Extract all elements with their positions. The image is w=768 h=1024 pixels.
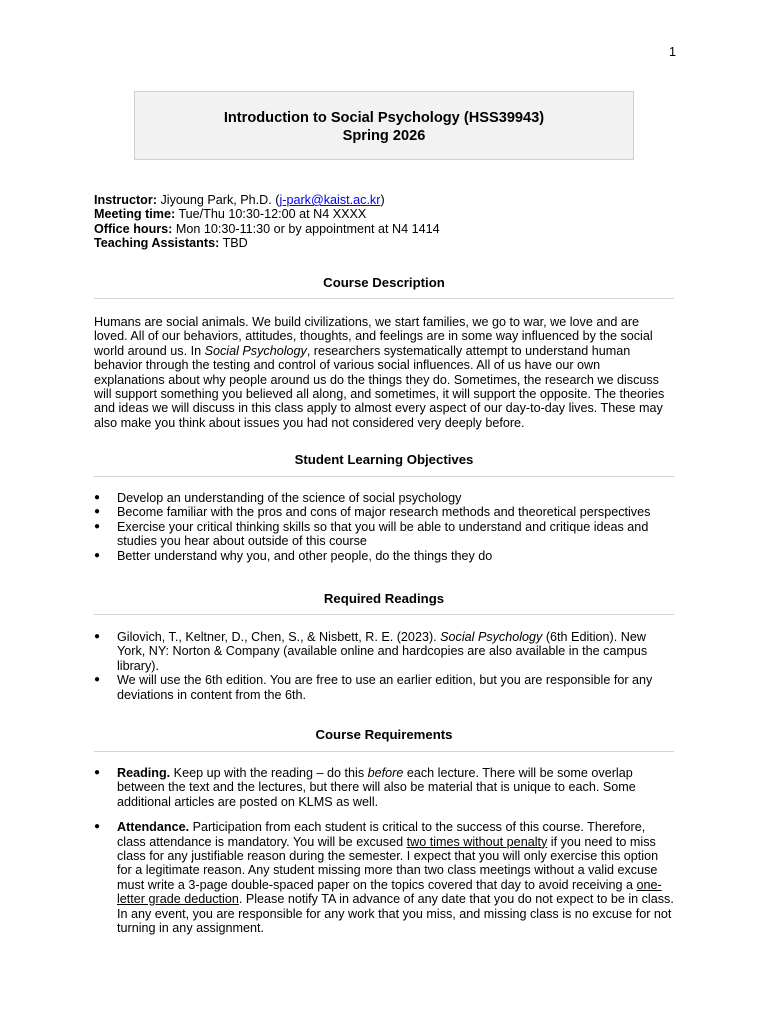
- bullet-icon: ●: [94, 492, 101, 503]
- office-hours-label: Office hours:: [94, 221, 173, 236]
- reading-emphasis: before: [367, 766, 404, 780]
- bullet-icon: ●: [94, 821, 101, 833]
- list-item-text: We will use the 6th edition. You are free to use an earlier edition, but you are responsible for any deviations in content from the 6th.: [117, 673, 653, 702]
- section-divider: [94, 751, 674, 752]
- page-number: 1: [668, 45, 676, 59]
- list-item-text: Better understand why you, and other people, do the things they do: [117, 548, 493, 563]
- bullet-icon: ●: [94, 549, 101, 561]
- reading-label: Reading.: [117, 766, 171, 780]
- attendance-text: . Please notify TA in advance of any date that you do not expect to be in class. In any event, you are responsible for any work that you miss, and missing class is no excuse for not turning in any assignment.: [117, 892, 674, 936]
- list-item: [94, 505, 674, 519]
- reading-text: each lecture. There will be some overlap between the text and the lectures, but there will also be material that is unique to each. Some additional articles are posted on KLMS as well.: [117, 766, 636, 809]
- bullet-icon: ●: [94, 520, 101, 532]
- description-emphasis: Social Psychology: [204, 343, 307, 358]
- course-term: Spring 2026: [342, 127, 426, 144]
- reading-citation: (6th Edition). New York, NY: Norton & Company (available online and hardcopies are also available in the campus library).: [117, 630, 648, 673]
- attendance-underlined: letter grade deduction: [117, 892, 239, 907]
- list-item: [94, 520, 674, 549]
- list-item-text: Exercise your critical thinking skills so that you will be able to understand and critique ideas and studies you hear about outside of this course: [117, 519, 649, 549]
- list-item: [94, 630, 674, 673]
- list-item: [94, 491, 674, 505]
- course-title: Introduction to Social Psychology (HSS39943): [223, 110, 545, 126]
- ta-label: Teaching Assistants:: [94, 236, 220, 251]
- list-item-attendance: [94, 820, 674, 935]
- office-hours-line: [94, 222, 674, 236]
- bullet-icon: ●: [94, 674, 101, 686]
- instructor-line: Instructor: Jiyoung Park, Ph.D. (j-park@kaist.ac.kr): [94, 193, 385, 207]
- readings-list: [94, 630, 674, 702]
- list-item-text: Become familiar with the pros and cons of major research methods and theoretical perspectives: [117, 505, 651, 520]
- reading-text: Keep up with the reading – do this: [170, 766, 368, 780]
- ta-line: [94, 236, 674, 250]
- course-title-box: [134, 91, 634, 160]
- bullet-icon: ●: [94, 631, 101, 642]
- bullet-icon: ●: [94, 506, 101, 518]
- course-info: [94, 193, 674, 251]
- bullet-icon: ●: [94, 767, 101, 778]
- objectives-list: [94, 491, 674, 563]
- office-hours-value: Mon 10:30-11:30 or by appointment at N4 1414: [175, 221, 440, 236]
- reading-book-title: Social Psychology: [440, 630, 543, 644]
- list-item: [94, 673, 674, 702]
- description-text: , researchers systematically attempt to understand human behavior through the testing and control of various social influences. All of us have our own explanations about why people around us do the things they do. Sometimes, the research we discuss will support something you believed all along, and sometimes, it will support the opposite. The theories and ideas we will discuss in this class apply to almost every aspect of our day-to-day lives. These may also make you think about issues you had not considered very deeply before.: [94, 343, 665, 430]
- requirements-list: [94, 766, 674, 946]
- list-item: [94, 549, 674, 563]
- section-divider: [94, 298, 674, 299]
- meeting-label: Meeting time:: [94, 207, 176, 222]
- attendance-text: Participation from each student is critical to the success of this course. Therefore, class attendance is mandatory. You will be excused: [117, 820, 646, 849]
- requirements-heading: Course Requirements: [315, 727, 453, 742]
- readings-heading: Required Readings: [323, 591, 445, 606]
- attendance-text: if you need to miss class for any justifiable reason during the semester. I expect that you will only exercise this option for a legitimate reason. Any student missing more than two class meetings without a valid excuse must write a 3-page double-spaced paper on the topics covered that day to avoid receiving a: [117, 834, 659, 892]
- meeting-line: [94, 207, 674, 221]
- attendance-underlined: two times without penalty: [406, 834, 548, 849]
- course-description-heading: Course Description: [323, 275, 445, 290]
- instructor-label: Instructor:: [94, 193, 157, 207]
- ta-value: TBD: [222, 236, 248, 251]
- attendance-underlined: one-: [636, 877, 662, 892]
- objectives-heading: Student Learning Objectives: [294, 452, 474, 467]
- instructor-email-link[interactable]: j-park@kaist.ac.kr: [279, 193, 381, 207]
- meeting-value: Tue/Thu 10:30-12:00 at N4 XXXX: [178, 207, 367, 222]
- list-item-text: Develop an understanding of the science of social psychology: [117, 491, 462, 505]
- section-divider: [94, 614, 674, 615]
- course-description-text: [94, 315, 674, 430]
- description-text: Humans are social animals. We build civilizations, we start families, we go to war, we love and are loved. All of our behaviors, attitudes, thoughts, and feelings are in some way influenced by the social world around us. In: [94, 315, 653, 358]
- list-item-reading: [94, 766, 674, 809]
- reading-citation: Gilovich, T., Keltner, D., Chen, S., & Nisbett, R. E. (2023).: [117, 630, 441, 644]
- attendance-label: Attendance.: [117, 820, 190, 835]
- section-divider: [94, 476, 674, 477]
- instructor-name: Jiyoung Park, Ph.D.: [160, 193, 272, 207]
